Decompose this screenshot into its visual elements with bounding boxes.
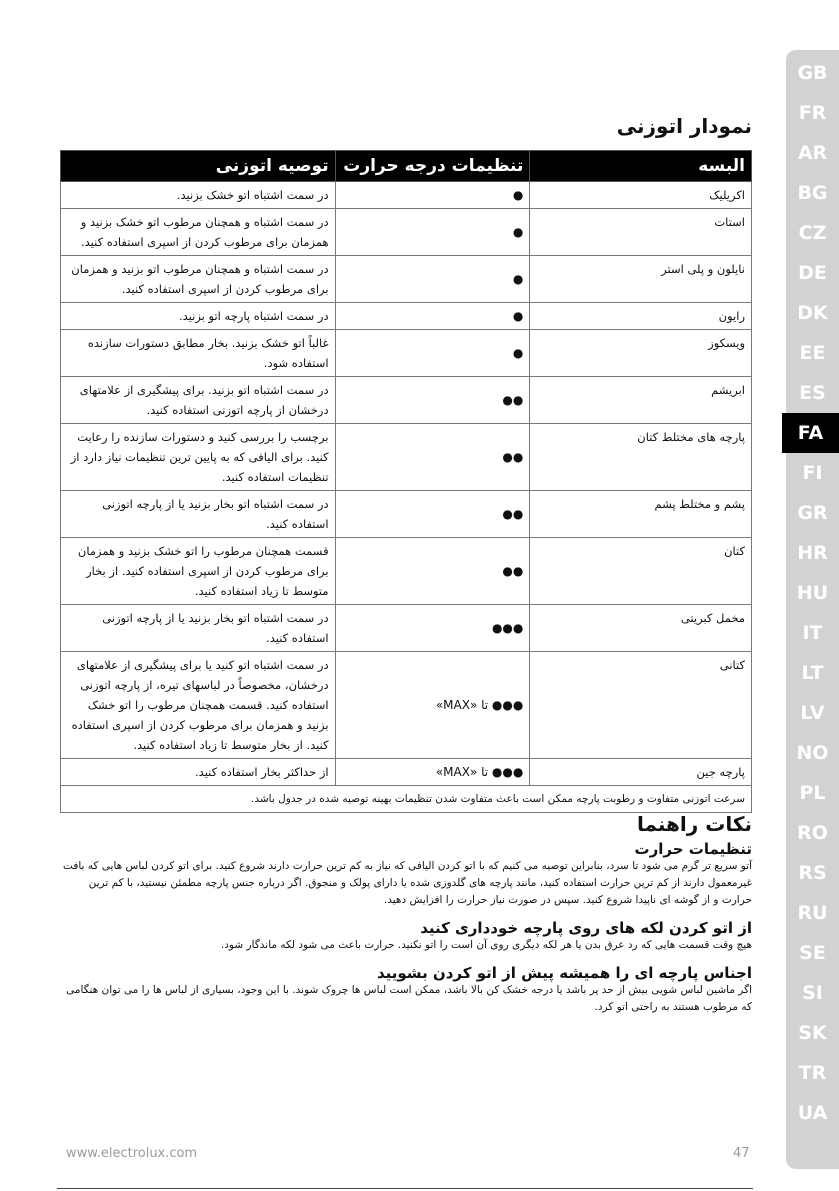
ironing-chart-table: [60, 150, 752, 813]
tips-heading-wash: اجناس پارچه ای را همیشه پیش از اتو کردن بشویید: [376, 964, 752, 982]
temperature-cell: ●●●: [335, 605, 530, 652]
lang-tab-dk[interactable]: DK: [797, 302, 828, 324]
fabric-cell: کتان: [530, 538, 752, 605]
table-row: [61, 652, 752, 759]
advice-cell: در سمت اشتباه اتو بخار بزنید یا از پارچه اتوزنی استفاده کنید.: [61, 491, 336, 538]
fabric-cell: کتانی: [530, 652, 752, 759]
tips-text-wash: اگر ماشین لباس شویی بیش از حد پر باشد یا درجه خشک کن بالا باشد، ممکن است لباس ها چروک شوند. با این وجود، بسیاری از لباس ها را می توان هنگامی که مرطوب هستند به راحتی اتو کرد.: [66, 984, 752, 1013]
table-row: [61, 330, 752, 377]
tips-heading-heat: تنظیمات حرارت: [634, 840, 752, 858]
lang-tab-hu[interactable]: HU: [796, 582, 829, 604]
header-fabric: البسه: [530, 151, 752, 182]
advice-cell: قسمت همچنان مرطوب را اتو خشک بزنید و همزمان برای مرطوب کردن از اسپری استفاده کنید. از بخار متوسط تا زیاد استفاده کنید.: [61, 538, 336, 605]
table-footnote-row: [61, 786, 752, 813]
temperature-cell: ●: [335, 182, 530, 209]
lang-tab-sk[interactable]: SK: [798, 1022, 827, 1044]
fabric-cell: مخمل کبریتی: [530, 605, 752, 652]
table-row: [61, 491, 752, 538]
advice-cell: در سمت اشتباه اتو بزنید. برای پیشگیری از علامتهای درخشان از پارچه اتوزنی استفاده کنید.: [61, 377, 336, 424]
temperature-cell: ●●● تا «MAX»: [335, 759, 530, 786]
language-sidebar: [786, 50, 839, 1169]
lang-tab-lv[interactable]: LV: [800, 702, 825, 724]
temperature-cell: ●: [335, 330, 530, 377]
fabric-cell: پارچه های مختلط کتان: [530, 424, 752, 491]
lang-tab-ee[interactable]: EE: [799, 342, 826, 364]
tips-title: نکات راهنما: [636, 812, 752, 836]
fabric-cell: رایون: [530, 303, 752, 330]
header-temperature: تنظیمات درجه حرارت: [335, 151, 530, 182]
page-title: نمودار اتوزنی: [616, 114, 752, 138]
advice-cell: غالباً اتو خشک بزنید. بخار مطابق دستورات سازنده استفاده شود.: [61, 330, 336, 377]
footer-url[interactable]: www.electrolux.com: [66, 1146, 198, 1161]
fabric-cell: ابریشم: [530, 377, 752, 424]
temperature-cell: ●●: [335, 538, 530, 605]
lang-tab-de[interactable]: DE: [798, 262, 827, 284]
temperature-cell: ●●: [335, 424, 530, 491]
lang-tab-hr[interactable]: HR: [797, 542, 828, 564]
lang-tab-ar[interactable]: AR: [797, 142, 828, 164]
advice-cell: در سمت اشتباه اتو خشک بزنید.: [61, 182, 336, 209]
lang-tab-se[interactable]: SE: [799, 942, 826, 964]
table-footnote: سرعت اتوزنی متفاوت و رطوبت پارچه ممکن است باعث متفاوت شدن تنظیمات بهینه توصیه شده در جدول باشد.: [61, 786, 752, 813]
advice-cell: در سمت اشتباه پارچه اتو بزنید.: [61, 303, 336, 330]
fabric-cell: پارچه جین: [530, 759, 752, 786]
advice-cell: از حداکثر بخار استفاده کنید.: [61, 759, 336, 786]
lang-tab-pl[interactable]: PL: [799, 782, 826, 804]
lang-tab-fa-active[interactable]: FA: [782, 413, 839, 453]
fabric-cell: ویسکوز: [530, 330, 752, 377]
header-advice: توصیه اتوزنی: [61, 151, 336, 182]
fabric-cell: نایلون و پلی استر: [530, 256, 752, 303]
tips-heading-stains: از اتو کردن لکه های روی پارچه خودداری کنید: [420, 919, 752, 937]
advice-cell: در سمت اشتباه اتو بخار بزنید یا از پارچه اتوزنی استفاده کنید.: [61, 605, 336, 652]
table-row: [61, 377, 752, 424]
table-row: [61, 256, 752, 303]
fabric-cell: استات: [530, 209, 752, 256]
lang-tab-ru[interactable]: RU: [797, 902, 828, 924]
table-row: [61, 303, 752, 330]
lang-tab-si[interactable]: SI: [802, 982, 823, 1004]
lang-tab-it[interactable]: IT: [802, 622, 823, 644]
lang-tab-rs[interactable]: RS: [798, 862, 827, 884]
tips-section: [60, 812, 752, 1016]
table-row: [61, 538, 752, 605]
temperature-cell: ●: [335, 303, 530, 330]
page-number: 47: [733, 1146, 750, 1161]
table-header-row: [61, 151, 752, 182]
lang-tab-fr[interactable]: FR: [798, 102, 827, 124]
lang-tab-lt[interactable]: LT: [801, 662, 824, 684]
temperature-cell: ●●: [335, 491, 530, 538]
table-row: [61, 605, 752, 652]
advice-cell: در سمت اشتباه اتو کنید یا برای پیشگیری از علامتهای درخشان، مخصوصاً در لباسهای تیره، از پارچه اتوزنی استفاده کنید. قسمت همچنان مرطوب را اتو خشک بزنید و همزمان برای مرطوب کردن از اسپری استفاده کنید. از بخار متوسط تا زیاد استفاده کنید.: [61, 652, 336, 759]
temperature-cell: ●●: [335, 377, 530, 424]
lang-tab-gr[interactable]: GR: [797, 502, 828, 524]
table-row: [61, 209, 752, 256]
lang-tab-tr[interactable]: TR: [798, 1062, 827, 1084]
lang-tab-bg[interactable]: BG: [797, 182, 828, 204]
table-row: [61, 182, 752, 209]
lang-tab-es[interactable]: ES: [799, 382, 826, 404]
table-row: [61, 424, 752, 491]
lang-tab-cz[interactable]: CZ: [798, 222, 827, 244]
temperature-cell: ●●● تا «MAX»: [335, 652, 530, 759]
advice-cell: در سمت اشتباه و همچنان مرطوب اتو خشک بزنید و همزمان برای مرطوب کردن از اسپری استفاده کنید.: [61, 209, 336, 256]
temperature-cell: ●: [335, 209, 530, 256]
tips-text-stains: هیچ وقت قسمت هایی که رد عرق بدن یا هر لکه دیگری روی آن است را اتو نکنید. حرارت باعث می شود لکه ماندگار شود.: [220, 939, 752, 951]
advice-cell: برچسب را بررسی کنید و دستورات سازنده را رعایت کنید. برای الیافی که به پایین ترین تنظیمات نیاز دارد از تنظیمات استفاده کنید.: [61, 424, 336, 491]
bottom-divider: [57, 1188, 753, 1189]
temperature-cell: ●: [335, 256, 530, 303]
table-row: [61, 759, 752, 786]
lang-tab-no[interactable]: NO: [796, 742, 829, 764]
lang-tab-fi[interactable]: FI: [802, 462, 823, 484]
tips-text-heat: آتو سریع تر گرم می شود تا سرد، بنابراین توصیه می کنیم که با اتو کردن الیافی که نیاز به کم ترین حرارت دارند شروع کنید. برای اتو کردن لباس هایی که بافت غیرمعمول دارند از کم ترین حرارت استفاده کنید، مانند پارچه های گلدوزی شده یا دارای پولک و منجوق. اگر درباره جنس پارچه مطمئن نیستید، با کم ترین حرارت و از گوشه ای ناپیدا شروع کنید. سپس در صورت نیاز حرارت را افزایش دهید.: [63, 860, 752, 906]
lang-tab-ua[interactable]: UA: [797, 1102, 828, 1124]
lang-tab-gb[interactable]: GB: [797, 62, 828, 84]
fabric-cell: اکریلیک: [530, 182, 752, 209]
advice-cell: در سمت اشتباه و همچنان مرطوب اتو بزنید و همزمان برای مرطوب کردن از اسپری استفاده کنید.: [61, 256, 336, 303]
lang-tab-ro[interactable]: RO: [797, 822, 828, 844]
fabric-cell: پشم و مختلط پشم: [530, 491, 752, 538]
